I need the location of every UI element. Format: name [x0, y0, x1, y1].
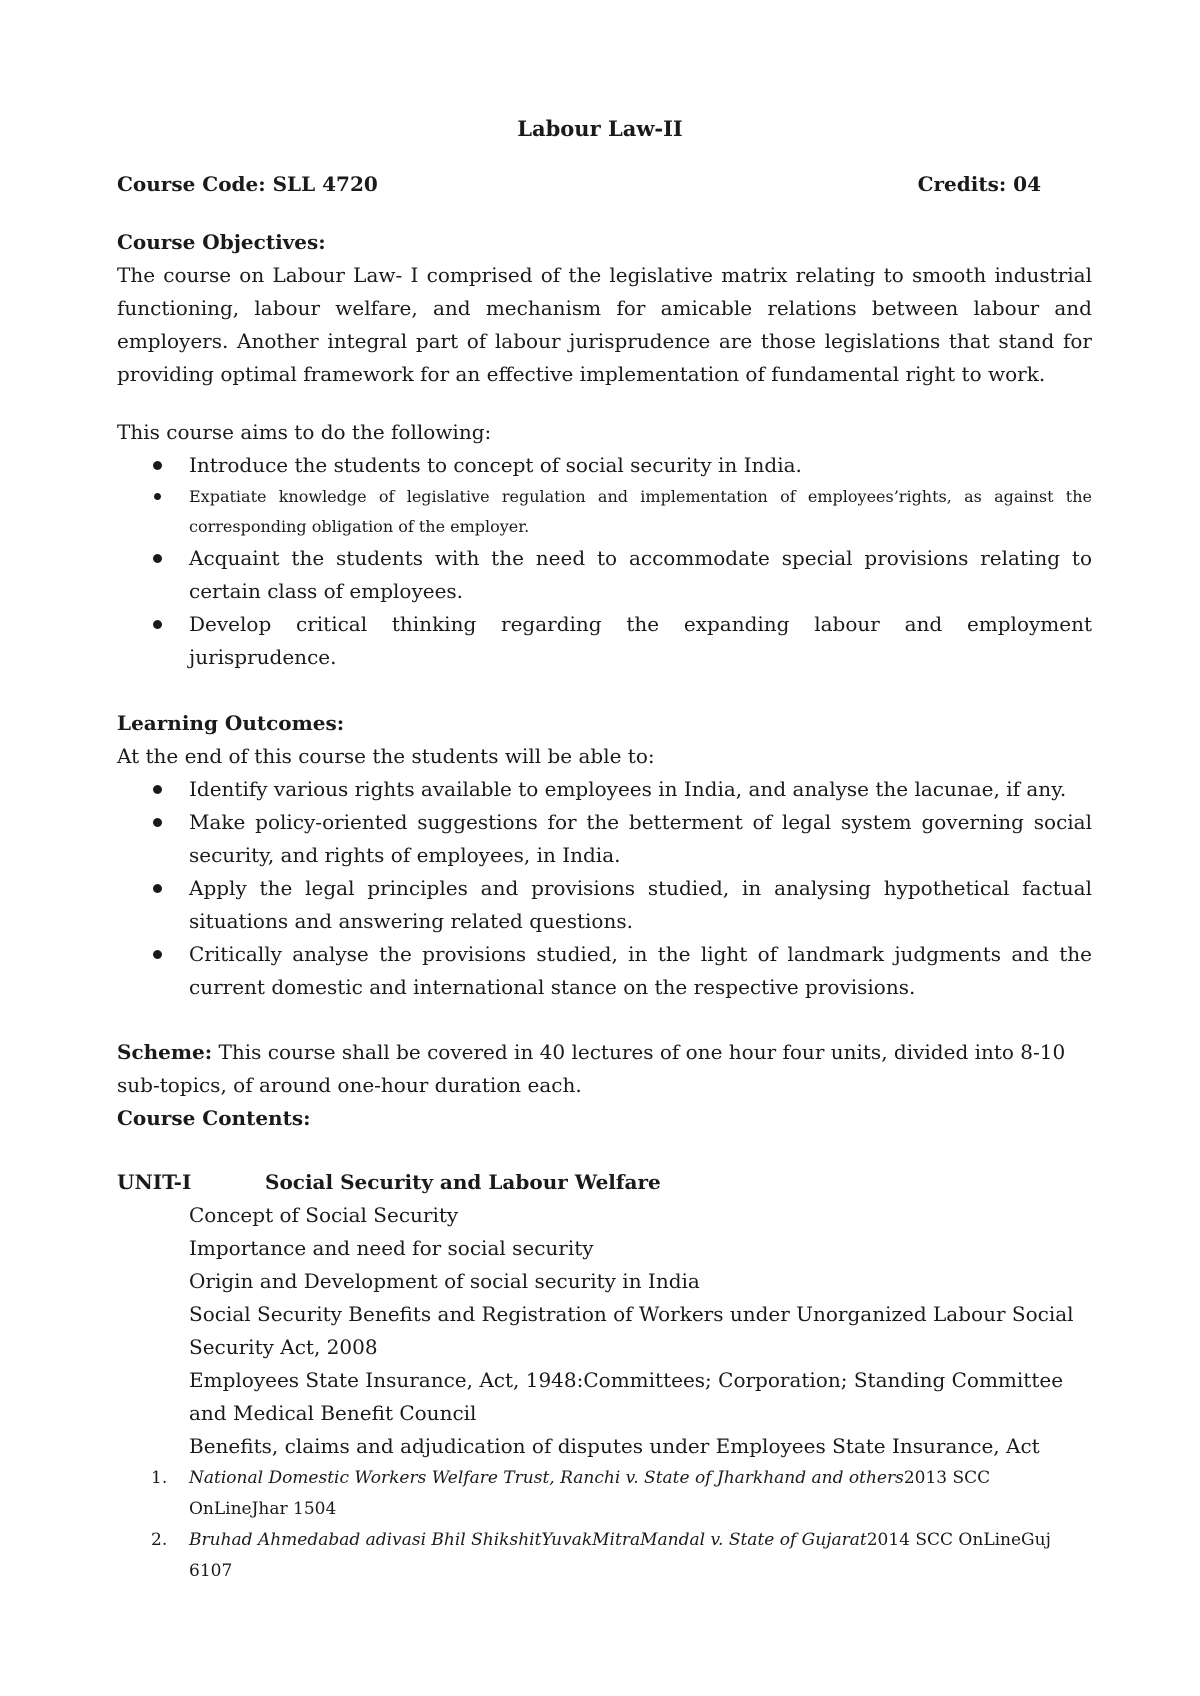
bullet-icon [153, 785, 162, 794]
bullet-icon [153, 950, 162, 959]
list-item: Social Security Benefits and Registration of Workers under Unorganized Labour Social Security Act, 2008 [189, 1302, 1074, 1359]
scheme-section [117, 1036, 1092, 1135]
case-item [117, 1463, 1092, 1525]
unit-1-label: UNIT-I [117, 1170, 192, 1194]
bullet-icon [153, 554, 162, 563]
unit-1-header [117, 1166, 1092, 1199]
objectives-heading: Course Objectives: [117, 230, 326, 254]
case-number: 1. [151, 1468, 168, 1488]
unit-1-title: Social Security and Labour Welfare [265, 1170, 661, 1194]
scheme-label: Scheme: [117, 1040, 213, 1064]
outcome-text: Identify various rights available to employees in India, and analyse the lacunae, if any. [189, 777, 1067, 801]
scheme-paragraph [117, 1036, 1092, 1102]
bullet-icon [153, 461, 162, 470]
list-item [117, 482, 1092, 542]
aim-text: Expatiate knowledge of legislative regulation and implementation of employees’rights, as against the corresponding obligation of the employer. [189, 487, 1092, 536]
course-credits: Credits: 04 [917, 172, 1041, 196]
contents-heading: Course Contents: [117, 1106, 311, 1130]
case-citation: 2013 SCC OnLineJhar 1504 [189, 1468, 991, 1519]
aims-section [117, 416, 1092, 674]
course-code: Course Code: SLL 4720 [117, 172, 378, 196]
aim-text: Develop critical thinking regarding the expanding labour and employment jurisprudence. [189, 612, 1092, 669]
list-item [117, 449, 1092, 482]
list-item: Employees State Insurance, Act, 1948:Committees; Corporation; Standing Committee and Medical Benefit Council [189, 1368, 1064, 1425]
list-item: Concept of Social Security [189, 1203, 459, 1227]
list-item: Importance and need for social security [189, 1236, 594, 1260]
case-name: Bruhad Ahmedabad adivasi Bhil ShikshitYuvakMitraMandal v. State of Gujarat [189, 1530, 867, 1550]
outcomes-heading: Learning Outcomes: [117, 711, 345, 735]
outcomes-list [117, 773, 1092, 1004]
unit-1-section [117, 1166, 1092, 1587]
case-number: 2. [151, 1530, 168, 1550]
list-item [117, 773, 1092, 806]
case-item [117, 1525, 1092, 1587]
outcome-text: Apply the legal principles and provisions studied, in analysing hypothetical factual situations and answering related questions. [189, 876, 1092, 933]
outcomes-intro: At the end of this course the students will be able to: [117, 744, 655, 768]
outcomes-section [117, 707, 1092, 1004]
aims-intro: This course aims to do the following: [117, 420, 492, 444]
outcome-text: Make policy-oriented suggestions for the betterment of legal system governing social security, and rights of employees, in India. [189, 810, 1092, 867]
list-item: Origin and Development of social security in India [189, 1269, 700, 1293]
list-item [117, 806, 1092, 872]
case-name: National Domestic Workers Welfare Trust, Ranchi v. State of Jharkhand and others [189, 1468, 904, 1488]
list-item [117, 542, 1092, 608]
outcome-text: Critically analyse the provisions studied, in the light of landmark judgments and the current domestic and international stance on the respective provisions. [189, 942, 1092, 999]
aim-text: Acquaint the students with the need to accommodate special provisions relating to certain class of employees. [189, 546, 1092, 603]
document-title: Labour Law-II [517, 116, 683, 141]
objectives-section [117, 226, 1092, 391]
bullet-icon [153, 818, 162, 827]
course-meta-row [117, 172, 1041, 196]
bullet-icon [153, 620, 162, 629]
aims-list [117, 449, 1092, 674]
list-item [117, 872, 1092, 938]
unit-1-cases [117, 1463, 1092, 1587]
scheme-text: This course shall be covered in 40 lectures of one hour four units, divided into 8-10 sub-topics, of around one-hour duration each. [117, 1040, 1066, 1097]
bullet-icon [153, 884, 162, 893]
unit-1-topics [117, 1199, 1092, 1463]
aim-text: Introduce the students to concept of social security in India. [189, 453, 802, 477]
list-item: Benefits, claims and adjudication of disputes under Employees State Insurance, Act [189, 1434, 1040, 1458]
case-citation: 2014 SCC OnLineGuj 6107 [189, 1530, 1051, 1581]
list-item [117, 608, 1092, 674]
list-item [117, 938, 1092, 1004]
objectives-paragraph: The course on Labour Law- I comprised of the legislative matrix relating to smooth industrial functioning, labour welfare, and mechanism for amicable relations between labour and employers. Another integral part of labour jurisprudence are those legislations that stand for providing optimal framework for an effective implementation of fundamental right to work. [117, 263, 1092, 386]
bullet-icon [154, 493, 161, 500]
